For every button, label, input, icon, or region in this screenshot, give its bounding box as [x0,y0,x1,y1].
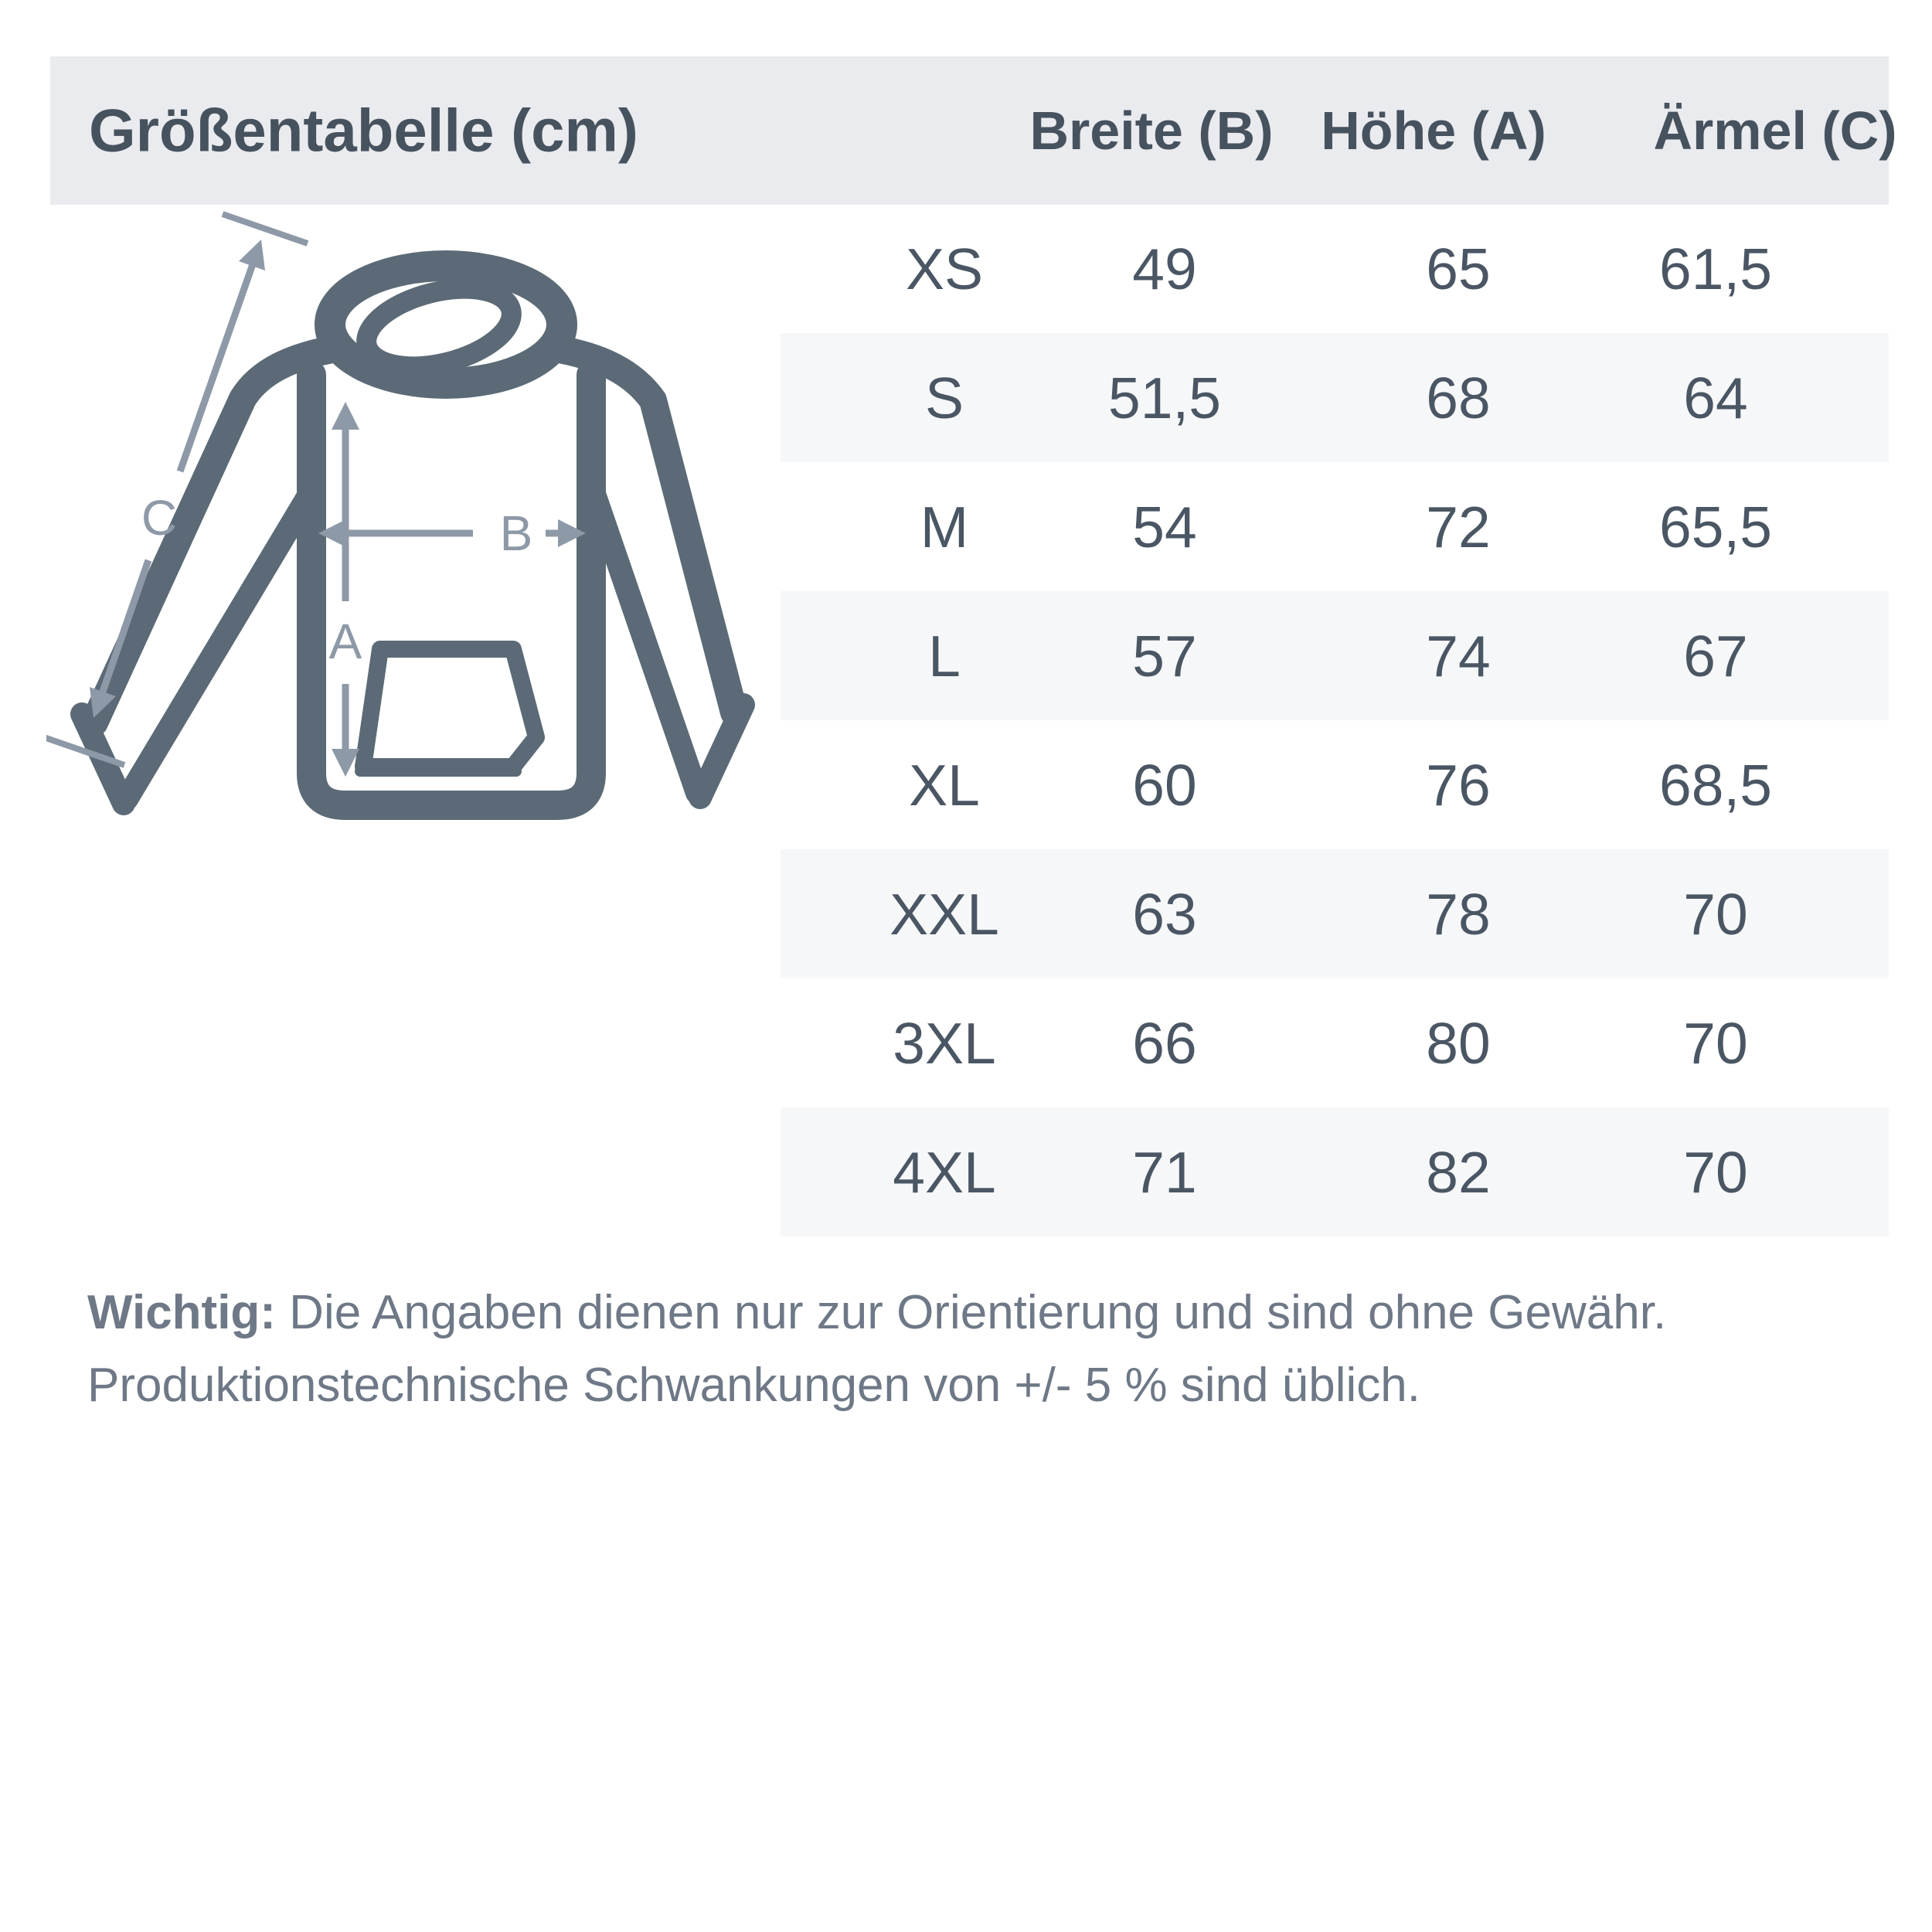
label-aermel-c: C [141,490,178,546]
column-header-breite: Breite (B) [1029,100,1274,161]
hoehe-value: 72 [1426,494,1491,560]
size-table-body [781,204,1889,1236]
hoehe-value: 82 [1426,1139,1491,1205]
breite-value: 51,5 [1108,365,1221,430]
disclaimer-line1: Die Angaben dienen nur zur Orientierung und sind ohne Gewähr. [275,1286,1667,1339]
table-row [781,1107,1889,1236]
disclaimer-line2: Produktionstechnische Schwankungen von +/- 5 % sind üblich. [87,1359,1420,1413]
breite-value: 71 [1132,1139,1197,1205]
size-label: 4XL [893,1139,996,1205]
size-label: S [924,365,964,430]
hoodie-measurement-diagram [46,193,757,827]
size-label: M [920,494,969,560]
column-header-aermel: Ärmel (C) [1653,100,1897,161]
hoehe-value: 68 [1426,365,1491,430]
hoehe-value: 78 [1426,881,1491,947]
disclaimer-note [87,1277,1880,1422]
hoehe-value: 65 [1426,236,1491,301]
table-header [50,56,1897,205]
label-breite-b: B [499,505,533,561]
arrowhead-c-top [239,240,265,270]
label-hoehe-a: A [328,614,362,669]
table-row [781,720,1889,849]
hoodie-icon [46,193,757,827]
size-label: 3XL [893,1010,996,1076]
aermel-value: 67 [1683,623,1748,689]
size-label: XL [909,752,980,818]
breite-value: 49 [1132,236,1197,301]
breite-value: 66 [1132,1010,1197,1076]
hoehe-value: 76 [1426,752,1491,818]
aermel-value: 70 [1683,881,1748,947]
page-title: Größentabelle (cm) [89,96,638,165]
size-label: L [928,623,961,689]
aermel-value: 70 [1683,1139,1748,1205]
breite-value: 57 [1132,623,1197,689]
breite-value: 54 [1132,494,1197,560]
size-label: XS [905,236,984,301]
aermel-value: 61,5 [1659,236,1772,301]
breite-value: 60 [1132,752,1197,818]
aermel-value: 68,5 [1659,752,1772,818]
aermel-value: 65,5 [1659,494,1772,560]
table-row [781,591,1889,720]
column-header-hoehe: Höhe (A) [1321,100,1546,161]
arrowhead-a-top [332,402,359,430]
table-row [781,204,1889,333]
disclaimer-bold: Wichtig: [87,1286,276,1339]
table-row [781,978,1889,1107]
hoehe-value: 74 [1426,623,1491,689]
table-row [781,849,1889,978]
aermel-value: 70 [1683,1010,1748,1076]
table-row [781,333,1889,462]
aermel-value: 64 [1683,365,1748,430]
breite-value: 63 [1132,881,1197,947]
hoehe-value: 80 [1426,1010,1491,1076]
size-label: XXL [889,881,999,947]
table-row [781,462,1889,591]
